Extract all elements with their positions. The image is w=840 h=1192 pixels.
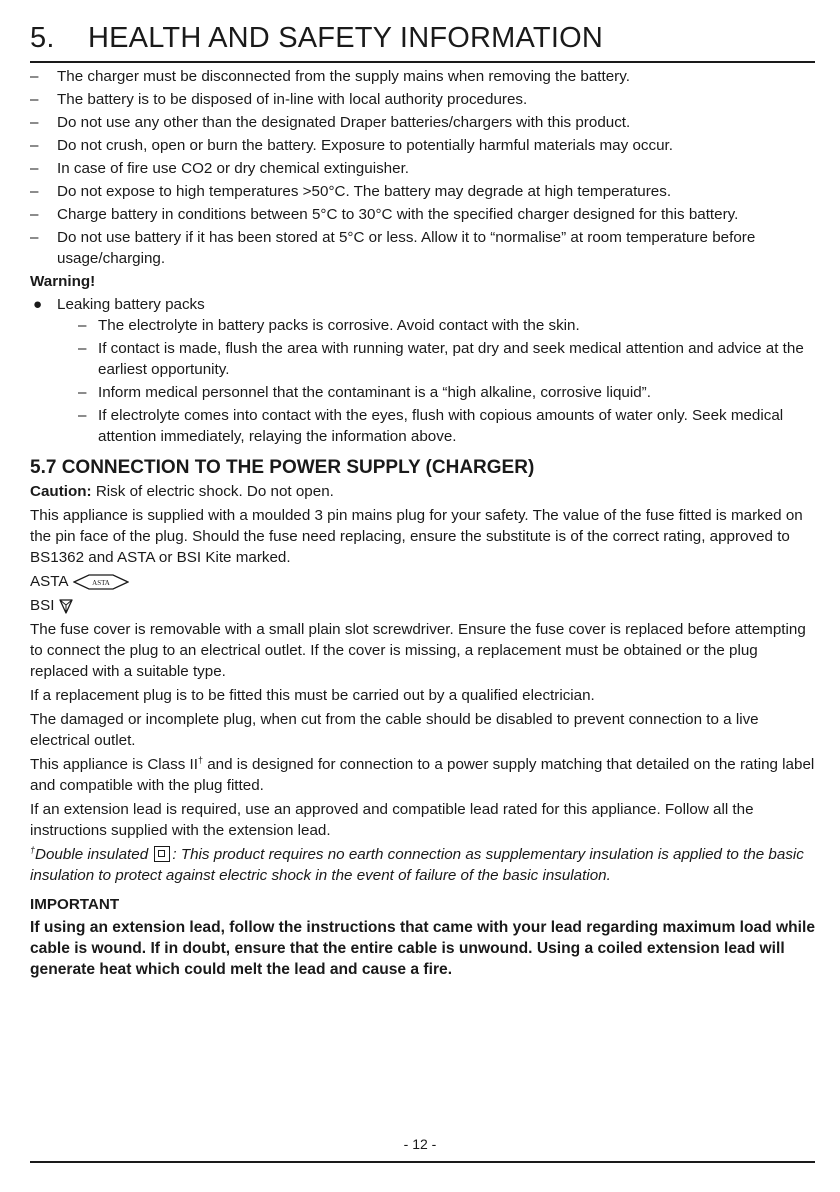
list-item: – The battery is to be disposed of in-line with local authority procedures.: [30, 89, 816, 110]
list-item: – If electrolyte comes into contact with the eyes, flush with copious amounts of water only. Seek medical attention immediately, relaying the information above.: [78, 405, 816, 447]
dagger-mark: †: [197, 755, 203, 765]
asta-mark-row: [30, 571, 816, 592]
list-item: – Inform medical personnel that the contaminant is a “high alkaline, corrosive liquid”.: [78, 382, 816, 403]
paragraph: The fuse cover is removable with a small plain slot screwdriver. Ensure the fuse cover is replaced before attempting to connect the plug to an electrical outlet. If the cover is missing, a replacement must be obtained or the plug replaced with a suitable type.: [30, 621, 806, 680]
list-item: – The electrolyte in battery packs is corrosive. Avoid contact with the skin.: [78, 315, 816, 336]
top-rule: [30, 61, 815, 63]
page-number: - 12 -: [403, 1136, 437, 1152]
warning-bullet: [30, 294, 816, 315]
footnote: [30, 844, 816, 886]
list-item: – Charge battery in conditions between 5°C to 30°C with the specified charger designed for this battery.: [30, 204, 816, 225]
list-item: – If contact is made, flush the area with running water, pat dry and seek medical attention and advice at the earliest opportunity.: [78, 338, 816, 380]
dagger-mark: †: [30, 845, 36, 855]
bsi-mark-row: [30, 595, 816, 616]
list-item: – Do not use any other than the designated Draper batteries/chargers with this product.: [30, 112, 816, 133]
list-item: – In case of fire use CO2 or dry chemical extinguisher.: [30, 158, 816, 179]
double-insulated-icon: [154, 846, 170, 862]
warning-heading: Warning!: [30, 273, 96, 290]
list-item: – Do not expose to high temperatures >50°C. The battery may degrade at high temperatures.: [30, 181, 816, 202]
paragraph: If a replacement plug is to be fitted this must be carried out by a qualified electrician.: [30, 687, 595, 704]
class-ii-text-rest: and is designed for connection to a power supply matching that detailed on the rating label and compatible with the plug fitted.: [30, 756, 815, 794]
caution-text: Risk of electric shock. Do not open.: [91, 483, 334, 500]
section-title-text: HEALTH AND SAFETY INFORMATION: [88, 22, 603, 54]
list-item: – Do not use battery if it has been stored at 5°C or less. Allow it to “normalise” at room temperature before usage/charging.: [30, 227, 816, 269]
bottom-rule: [30, 1161, 815, 1163]
paragraph: If an extension lead is required, use an approved and compatible lead rated for this appliance. Follow all the instructions supplied with the extension lead.: [30, 801, 754, 839]
list-item: – The charger must be disconnected from the supply mains when removing the battery.: [30, 66, 816, 87]
caution-label: Caution:: [30, 483, 92, 500]
important-heading: IMPORTANT: [30, 896, 120, 913]
important-text: If using an extension lead, follow the instructions that came with your lead regarding maximum load while cable is wound. If in doubt, ensure that the entire cable is unwound. Using a coiled extension lead will generate heat which could melt the lead and cause a fire.: [30, 919, 816, 978]
subsection-heading: 5.7 CONNECTION TO THE POWER SUPPLY (CHARGER): [30, 457, 535, 478]
footnote-text: : This product requires no earth connection as supplementary insulation is applied to the basic insulation to protect against electric shock in the event of failure of the basic insulation.: [30, 846, 804, 884]
footnote-lead: Double insulated: [35, 846, 153, 863]
asta-logo-icon: [73, 573, 129, 591]
asta-logo-text: ASTA: [91, 578, 110, 587]
caution-line: [30, 481, 816, 502]
bullet-dot-icon: ●: [33, 296, 43, 313]
paragraph: The damaged or incomplete plug, when cut from the cable should be disabled to prevent connection to a live electrical outlet.: [30, 711, 759, 749]
section-title: [30, 22, 603, 55]
leak-sublist: [30, 315, 816, 447]
section-number: 5.: [30, 22, 55, 54]
list-item: – Do not crush, open or burn the battery. Exposure to potentially harmful materials may occur.: [30, 135, 816, 156]
warning-bullet-text: Leaking battery packs: [57, 296, 205, 313]
bsi-label: BSI: [30, 597, 55, 614]
asta-label: ASTA: [30, 573, 69, 590]
paragraph: This appliance is supplied with a moulded 3 pin mains plug for your safety. The value of the fuse fitted is marked on the pin face of the plug. Should the fuse need replacing, ensure the substitute is of the correct rating, approved to BS1362 and ASTA or BSI Kite marked.: [30, 507, 803, 566]
class-ii-text: This appliance is Class II: [30, 756, 198, 773]
paragraph: [30, 754, 816, 796]
bsi-kitemark-icon: [58, 597, 74, 615]
page-content: [30, 66, 816, 980]
battery-safety-list: [30, 66, 816, 269]
